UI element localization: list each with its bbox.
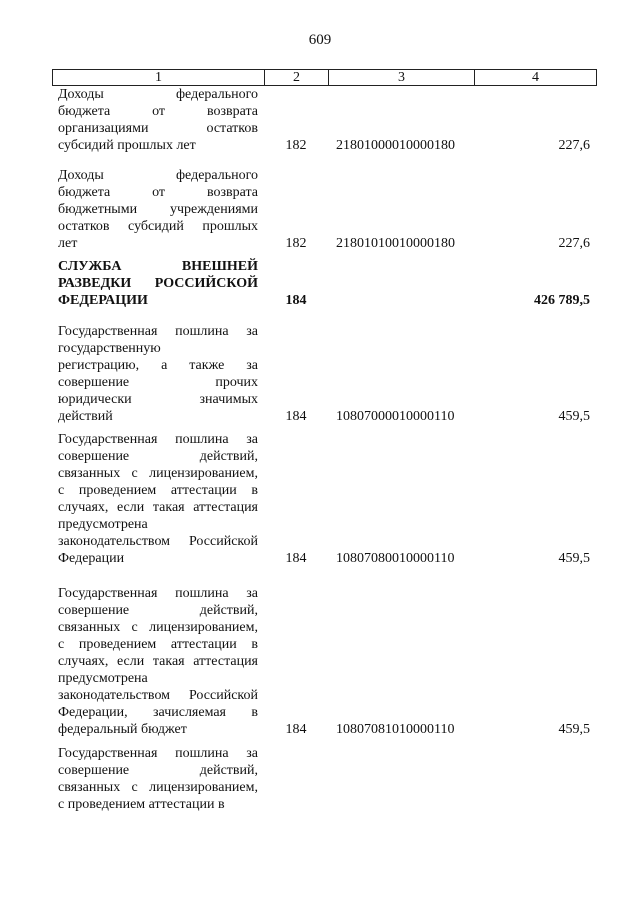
amount-value: 459,5: [558, 409, 590, 424]
description-line: случаях, если такая аттестация: [58, 654, 258, 669]
column-header-3: 3: [329, 70, 475, 86]
admin-code: 184: [285, 409, 307, 424]
description-line: государственную: [58, 341, 161, 356]
description-line: Государственная пошлина за: [58, 586, 258, 601]
description-line: регистрацию, а также за: [58, 358, 258, 373]
description-line: юридически значимых: [58, 392, 258, 407]
admin-code: 184: [285, 722, 307, 737]
admin-code: 182: [285, 138, 307, 153]
amount-value: 227,6: [558, 138, 590, 153]
column-header-1: 1: [53, 70, 265, 86]
description-line: субсидий прошлых лет: [58, 138, 196, 153]
description-line: организациями остатков: [58, 121, 258, 136]
amount-value: 227,6: [558, 236, 590, 251]
description-line: Федерации: [58, 551, 125, 566]
column-header-2: 2: [265, 70, 329, 86]
budget-classification-code: 10807000010000110: [336, 409, 455, 424]
amount-value: 459,5: [558, 722, 590, 737]
description-line: Государственная пошлина за: [58, 324, 258, 339]
description-line: связанных с лицензированием,: [58, 780, 258, 795]
column-header-table: [52, 69, 597, 86]
description-line: с проведением аттестации в: [58, 483, 258, 498]
description-line: совершение действий,: [58, 449, 258, 464]
description-line: Федерации, зачисляемая в: [58, 705, 258, 720]
description-line: с проведением аттестации в: [58, 797, 225, 812]
budget-classification-code: 10807080010000110: [336, 551, 455, 566]
admin-code: 184: [285, 293, 307, 308]
row-description: [58, 258, 258, 309]
description-line: СЛУЖБА ВНЕШНЕЙ: [58, 259, 258, 274]
description-line: предусмотрена: [58, 671, 148, 686]
description-line: связанных с лицензированием,: [58, 620, 258, 635]
description-line: РАЗВЕДКИ РОССИЙСКОЙ: [58, 276, 258, 291]
description-line: Государственная пошлина за: [58, 746, 258, 761]
budget-classification-code: 10807081010000110: [336, 722, 455, 737]
description-line: лет: [58, 236, 78, 251]
description-line: федеральный бюджет: [58, 722, 187, 737]
row-description: [58, 323, 258, 425]
description-line: совершение действий,: [58, 603, 258, 618]
amount-value: 426 789,5: [534, 293, 590, 308]
budget-classification-code: 21801010010000180: [336, 236, 455, 251]
row-description: [58, 431, 258, 567]
description-line: Доходы федерального: [58, 168, 258, 183]
description-line: остатков субсидий прошлых: [58, 219, 258, 234]
description-line: с проведением аттестации в: [58, 637, 258, 652]
description-line: случаях, если такая аттестация: [58, 500, 258, 515]
description-line: бюджета от возврата: [58, 185, 258, 200]
description-line: ФЕДЕРАЦИИ: [58, 293, 148, 308]
admin-code: 184: [285, 551, 307, 566]
description-line: бюджетными учреждениями: [58, 202, 258, 217]
row-description: [58, 86, 258, 154]
amount-value: 459,5: [558, 551, 590, 566]
description-line: совершение действий,: [58, 763, 258, 778]
column-header-row: [53, 70, 597, 86]
row-description: [58, 167, 258, 252]
budget-classification-code: 21801000010000180: [336, 138, 455, 153]
description-line: Государственная пошлина за: [58, 432, 258, 447]
admin-code: 182: [285, 236, 307, 251]
page-number: 609: [308, 32, 332, 48]
row-description: [58, 585, 258, 738]
description-line: бюджета от возврата: [58, 104, 258, 119]
column-header-4: 4: [475, 70, 597, 86]
description-line: предусмотрена: [58, 517, 148, 532]
description-line: связанных с лицензированием,: [58, 466, 258, 481]
description-line: Доходы федерального: [58, 87, 258, 102]
description-line: законодательством Российской: [58, 534, 258, 549]
description-line: законодательством Российской: [58, 688, 258, 703]
row-description: [58, 745, 258, 813]
description-line: совершение прочих: [58, 375, 258, 390]
description-line: действий: [58, 409, 113, 424]
